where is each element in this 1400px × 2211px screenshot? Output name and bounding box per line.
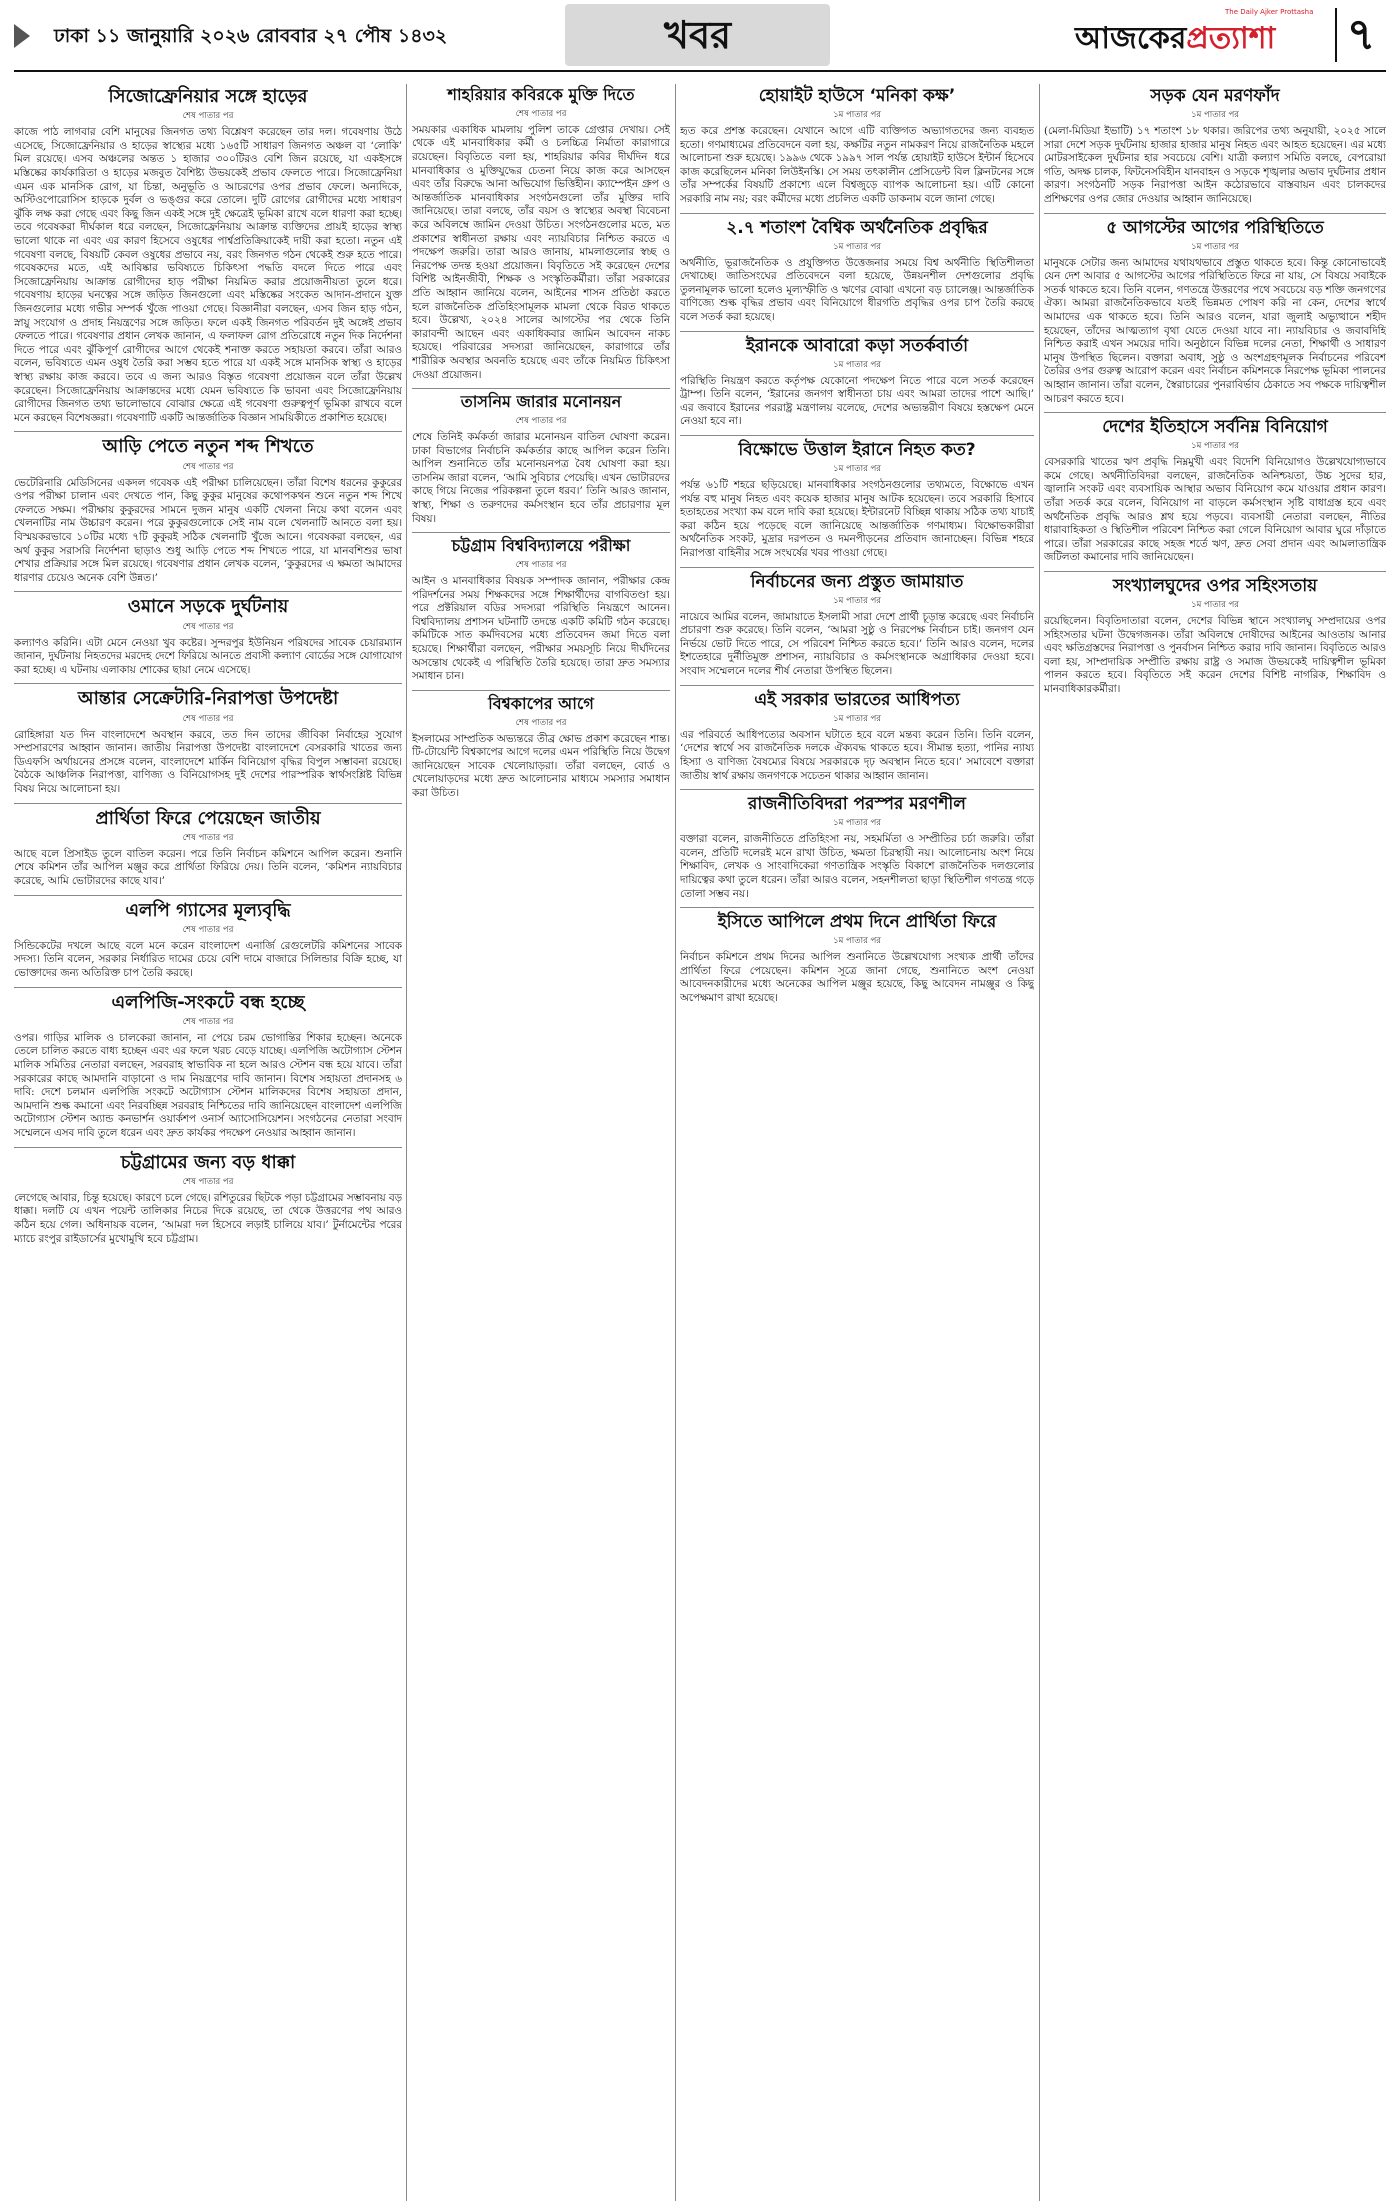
column-3 [680, 84, 1034, 2203]
story-body: হৃত করে প্রশস্ত করেছেন। যেখানে আগে এটি ব্যক্তিগত অভ্যাগতদের জন্য ব্যবহৃত হতো। গণমাধ্যমের প্রতিবেদনে বলা হয়, কক্ষটির নতুন নামকরণ নিয়ে রাজনৈতিক মহলে আলোচনা শুরু হয়েছে। ১৯৯৬ থেকে ১৯৯৭ সাল পর্যন্ত হোয়াইট হাউসে ইন্টার্ন হিসেবে কাজ করেছিলেন মনিকা লিউইনস্কি। সে সময় তৎকালীন প্রেসিডেন্ট বিল ক্লিনটনের সঙ্গে তাঁর সম্পর্কের বিষয়টি প্রকাশ্যে এলে বিশ্বজুড়ে ব্যাপক আলোচনা হয়। এটি কোনো সরকারি নাম নয়; বরং কর্মীদের মধ্যে প্রচলিত একটি ডাকনাম বলে জানা গেছে। [680, 125, 1034, 206]
story-dogs [14, 436, 402, 585]
continued-label: ১ম পাতার পর [833, 464, 881, 475]
story-whitehouse [680, 86, 1034, 207]
divider [14, 591, 402, 592]
continued-label: ১ম পাতার পর [833, 595, 881, 606]
story-body: লেগেছে আবার, চিন্তু হয়েছে। কারণে চলে গেছে। রশিতুরের ছিটকে পড়া চট্টগ্রামের সম্ভাবনায় বড় ধাক্কা। দলটি যে এখন পয়েন্ট তালিকার নিচের দিকে রয়েছে, তা থেকে উত্তরণের পথ আরও কঠিন হয়ে গেল। অধিনায়ক বলেন, ‘আমরা দল হিসেবে লড়াই চালিয়ে যাব।’ টুর্নামেন্টের পরের ম্যাচে রংপুর রাইডার্সের মুখোমুখি হবে চট্টগ্রাম। [14, 1191, 402, 1245]
story-body: নির্বাচন কমিশনে প্রথম দিনের আপিল শুনানিতে উল্লেখযোগ্য সংখ্যক প্রার্থী তাঁদের প্রার্থিতা ফিরে পেয়েছেন। কমিশন সূত্রে জানা গেছে, শুনানিতে অংশ নেওয়া আবেদনকারীদের মধ্যে অনেকের আপিল মঞ্জুর হয়েছে, কিছু আবেদন নামঞ্জুর ও কিছু অপেক্ষমাণ রাখা হয়েছে। [680, 951, 1034, 1004]
logo-part-1: আজকের [1075, 21, 1187, 56]
continued-label: শেষ পাতার পর [182, 111, 234, 122]
story-body: কাজে পাঠ লাগবার বেশি মানুষের জিনগত তথ্য বিশ্লেষণ করেছেন তার দল। গবেষণায় উঠে এসেছে, সিজোফ্রেনিয়ার ও হাড়ের স্বাস্থ্যের মধ্যে ১৬৫টি সাধারণ জিনগত অঞ্চল বা ‘লোকি’ মিল রয়েছে। এসব অঞ্চলের অন্তত ১ হাজার ৩০০টিরও বেশি জিন রয়েছে, যা একইসঙ্গে মস্তিষ্কের কার্যকারিতা ও হাড়ের মজবুত বৈশিষ্ট্য উভয়কেই প্রভাব ফেলতে পারে। সিজোফ্রেনিয়া এমন এক মানসিক রোগ, যা চিন্তা, অনুভূতি ও আচরণের ওপর প্রভাব ফেলে। অন্যদিকে, অস্টিওপোরোসিস হাড়কে দুর্বল ও ভঙ্গুর করে তোলে। দুটি রোগের রোগীদের মধ্যে সাধারণ ঝুঁকি লক্ষ করা গেছে এবং কিছু জিন একই সঙ্গে দুই ক্ষেত্রেই ভূমিকা রাখে বলে ধারণা করা হচ্ছে। তবে গবেষকরা দীর্ঘকাল ধরে বলছেন, সিজোফ্রেনিয়ায় আক্রান্ত ব্যক্তিদের প্রায়ই হাড়ের স্বাস্থ্য ভালো থাকে না এবং এর কারণ হিসেবে ওষুধের পার্শ্বপ্রতিক্রিয়াকেই দায়ী করা হতো। নতুন এই গবেষণা বলছে, বিষয়টি কেবল ওষুধের প্রভাবে নয়, বরং জিনগত গঠন থেকেই শুরু হতে পারে। গবেষকদের মতে, এই আবিষ্কার ভবিষ্যতে চিকিৎসা পদ্ধতি বদলে দিতে পারে এবং সিজোফ্রেনিয়ায় আক্রান্ত রোগীদের হাড় পরীক্ষা নিয়মিত করার প্রয়োজনীয়তা তুলে ধরে। গবেষণায় হাড়ের ঘনত্বের সঙ্গে জড়িত জিনগুলো এবং মস্তিষ্কের সংকেত আদান-প্রদানে যুক্ত জিনগুলোর মধ্যে গভীর সম্পর্ক খুঁজে পাওয়া গেছে। বিজ্ঞানীরা বলছেন, এসব জিন হাড় গঠন, স্নায়ু সংযোগ ও প্রদাহ নিয়ন্ত্রণের সঙ্গে জড়িত। ফলে একই জিনগত পরিবর্তন দুই অঙ্গেই প্রভাব ফেলতে পারে। গবেষণার প্রধান লেখক জানান, এ ফলাফল রোগ প্রতিরোধে নতুন দিক নির্দেশনা দিতে পারে এবং ঝুঁকিপূর্ণ রোগীদের আগে থেকেই শনাক্ত করতে সহায়তা করবে। তাঁরা আরও বলেন, ভবিষ্যতে এমন ওষুধ তৈরি করা সম্ভব হতে পারে যা একই সঙ্গে মানসিক স্বাস্থ্য ও হাড়ের স্বাস্থ্য রক্ষায় কাজ করবে। তবে এ জন্য আরও বিস্তৃত গবেষণা প্রয়োজন বলে তাঁরা উল্লেখ করেছেন। সিজোফ্রেনিয়ায় আক্রান্তদের মধ্যে যেমন ভবিষ্যতে কি ভাবনা এবং সিজোফ্রেনিয়ায় রোগীদের জিনগত তথ্য ভালোভাবে বোঝার ক্ষেত্রে এই গবেষণা গুরুত্বপূর্ণ ভূমিকা রাখবে বলে মনে করছেন বিশেষজ্ঞরা। গবেষণাটি একটি আন্তর্জাতিক বিজ্ঞান সাময়িকীতে প্রকাশিত হয়েছে। [14, 126, 402, 424]
headline: ইরানকে আবারো কড়া সতর্কবার্তা [746, 335, 968, 356]
continued-label: শেষ পাতার পর [182, 713, 234, 724]
story-body: ভেটেরিনারি মেডিসিনের একদল গবেষক এই পরীক্ষা চালিয়েছেন। তাঁরা বিশেষ ধরনের কুকুরের ওপর পরীক্ষা চালান এবং দেখতে পান, কিছু কুকুর মানুষের কথোপকথন শুনে নতুন শব্দ শিখে ফেলতে সক্ষম। পরীক্ষায় কুকুরদের সামনে দুজন মানুষ একটি খেলনা নিয়ে কথা বলেন এবং খেলনাটির নাম উচ্চারণ করেন। পরে কুকুরগুলোকে সেই নাম বলে খেলনাটি আনতে বলা হয়। বিস্ময়করভাবে ১০টির মধ্যে ৭টি কুকুরই সঠিক খেলনাটি খুঁজে আনে। গবেষকরা বলছেন, এর অর্থ কুকুর সরাসরি নির্দেশনা ছাড়াও শুধু আড়ি পেতে শব্দ শিখতে পারে, যা মানবশিশুর ভাষা শেখার প্রক্রিয়ার সঙ্গে মিল রয়েছে। গবেষণার প্রধান লেখক বলেন, ‘কুকুরদের এ ক্ষমতা আমাদের ধারণার চেয়েও অনেক বেশি উন্নত।’ [14, 476, 402, 584]
divider [14, 431, 402, 432]
story-worldcup [412, 695, 670, 801]
story-cu-exam [412, 537, 670, 684]
story-tasnim [412, 393, 670, 526]
story-politicians [680, 794, 1034, 901]
headline: ওমানে সড়কে দুর্ঘটনায় [127, 596, 289, 618]
column-divider [675, 84, 676, 2201]
headline: দেশের ইতিহাসে সর্বনিম্ন বিনিয়োগ [1102, 417, 1328, 438]
divider [680, 789, 1034, 790]
continued-label: শেষ পাতার পর [182, 461, 234, 472]
continued-label: শেষ পাতার পর [515, 560, 567, 571]
story-shahriar [412, 86, 670, 382]
story-lpg-price [14, 900, 402, 981]
story-advisor [14, 688, 402, 796]
headline: তাসনিম জারার মনোনয়ন [460, 392, 622, 412]
divider [680, 685, 1034, 686]
column-2 [412, 84, 670, 2203]
headline: বিশ্বকাপের আগে [488, 693, 594, 713]
headline: রাজনীতিবিদরা পরস্পর মরণশীল [748, 794, 966, 815]
divider [412, 532, 670, 533]
divider [680, 907, 1034, 908]
story-lpg-crisis [14, 992, 402, 1141]
story-chattogram [14, 1152, 402, 1247]
story-growth [680, 218, 1034, 325]
headline: সড়ক যেন মরণফাঁদ [1150, 86, 1280, 106]
headline: হোয়াইট হাউসে ‘মনিকা কক্ষ’ [758, 86, 956, 106]
story-august [1044, 218, 1386, 407]
continued-label: ১ম পাতার পর [1191, 600, 1239, 611]
headline: প্রার্থিতা ফিরে পেয়েছেন জাতীয় [95, 807, 321, 829]
continued-label: শেষ পাতার পর [515, 108, 567, 119]
continued-label: ১ম পাতার পর [833, 359, 881, 370]
story-body: বক্তারা বলেন, রাজনীতিতে প্রতিহিংসা নয়, সহমর্মিতা ও সম্প্রীতির চর্চা জরুরি। তাঁরা বলেন, প্রতিটি দলেরই মনে রাখা উচিত, ক্ষমতা চিরস্থায়ী নয়। আলোচনায় অংশ নিয়ে শিক্ষাবিদ, লেখক ও সাংবাদিকেরা গণতান্ত্রিক সংস্কৃতি বিকাশে রাজনৈতিক দলগুলোর দায়িত্বের কথা তুলে ধরেন। তাঁরা আরও বলেন, সহনশীলতা ছাড়া স্থিতিশীল গণতন্ত্র গড়ে তোলা সম্ভব নয়। [680, 833, 1034, 900]
story-body: নায়েবে আমির বলেন, জামায়াতে ইসলামী সারা দেশে প্রার্থী চূড়ান্ত করেছে এবং নির্বাচনি প্রচারণা শুরু করেছে। তিনি বলেন, ‘আমরা সুষ্ঠু ও নিরপেক্ষ নির্বাচন চাই। জনগণ যেন নির্ভয়ে ভোট দিতে পারে, সে পরিবেশ নিশ্চিত করতে হবে।’ তিনি আরও বলেন, দলের ইশতেহারে দুর্নীতিমুক্ত প্রশাসন, ন্যায়বিচার ও কর্মসংস্থানকে অগ্রাধিকার দেওয়া হবে। সংবাদ সম্মেলনে দলের শীর্ষ নেতারা উপস্থিত ছিলেন। [680, 610, 1034, 678]
story-body: আছে বলে প্রিসাইড তুলে বাতিল করেন। পরে তিনি নির্বাচন কমিশনে আপিল করেন। শুনানি শেষে কমিশন তাঁর আপিল মঞ্জুর করে প্রার্থিতা ফিরিয়ে দেয়। তিনি বলেন, ‘কমিশন ন্যায়বিচার করেছে, আমি ভোটারদের কাছে যাব।’ [14, 847, 402, 887]
headline: এলপি গ্যাসের মূল্যবৃদ্ধি [125, 899, 291, 921]
section-title: খবর [565, 4, 830, 66]
divider [680, 567, 1034, 568]
story-body: অর্থনীতি, ভূরাজনৈতিক ও প্রযুক্তিগত উত্তেজনার সময়ে বিশ্ব অর্থনীতি স্থিতিশীলতা দেখাচ্ছে। জাতিসংঘের প্রতিবেদনে বলা হয়েছে, উন্নয়নশীল দেশগুলোর প্রবৃদ্ধি তুলনামূলক ভালো হলেও মূল্যস্ফীতি ও ঋণের বোঝা এখনো বড় চ্যালেঞ্জ। আন্তর্জাতিক বাণিজ্যে শুল্ক বৃদ্ধির প্রভাব এবং বিনিয়োগে ধীরগতি প্রবৃদ্ধির ওপর চাপ তৈরি করছে বলে সতর্ক করা হয়েছে। [680, 256, 1034, 324]
column-divider [406, 84, 407, 2201]
story-body: রয়েছিলেন। বিবৃতিদাতারা বলেন, দেশের বিভিন্ন স্থানে সংখ্যালঘু সম্প্রদায়ের ওপর সহিংসতার ঘটনা উদ্বেগজনক। তাঁরা অবিলম্বে দোষীদের আইনের আওতায় আনার এবং ক্ষতিগ্রস্তদের নিরাপত্তা ও পুনর্বাসন নিশ্চিত করার দাবি জানান। বিবৃতিতে আরও বলা হয়, সাম্প্রদায়িক সম্প্রীতি রক্ষায় রাষ্ট্র ও সমাজ উভয়কেই দায়িত্বশীল ভূমিকা পালন করতে হবে। বিবৃতিতে সই করেন দেশের বিশিষ্ট নাগরিক, শিক্ষাবিদ ও মানবাধিকারকর্মীরা। [1044, 615, 1386, 695]
divider [1044, 213, 1386, 214]
story-candidacy [14, 808, 402, 889]
headline: সিজোফ্রেনিয়ার সঙ্গে হাড়ের [108, 86, 308, 107]
story-iran-unrest [680, 440, 1034, 561]
story-investment [1044, 417, 1386, 565]
continued-label: ১ম পাতার পর [833, 936, 881, 947]
continued-label: শেষ পাতার পর [182, 924, 234, 935]
divider [680, 435, 1034, 436]
story-body: সময়কার একাধিক মামলায় পুলিশ তাকে গ্রেপ্তার দেখায়। সেই থেকে এই মানবাধিকার কর্মী ও চলচ্চিত্র নির্মাতা কারাগারে রয়েছেন। বিবৃতিতে বলা হয়, শাহরিয়ার কবির দীর্ঘদিন ধরে মানবাধিকার ও মুক্তিযুদ্ধের চেতনা নিয়ে কাজ করে আসছেন এবং তাঁর বিরুদ্ধে আনা অভিযোগ ভিত্তিহীন। ক্যাম্পেইন গ্রুপ ও আন্তর্জাতিক মানবাধিকার সংগঠনগুলো তাঁর মুক্তির দাবি জানিয়েছে। তারা বলছে, তাঁর বয়স ও স্বাস্থ্যের অবস্থা বিবেচনা করে অবিলম্বে জামিন দেওয়া উচিত। সংগঠনগুলোর মতে, মত প্রকাশের স্বাধীনতা রক্ষায় এবং ন্যায়বিচার নিশ্চিত করতে এ পদক্ষেপ জরুরি। তারা আরও জানায়, মামলাগুলোর স্বচ্ছ ও নিরপেক্ষ তদন্ত হওয়া প্রয়োজন। বিবৃতিতে সই করেছেন দেশের বিশিষ্ট আইনজীবী, শিক্ষক ও সংস্কৃতিকর্মীরা। তাঁরা সরকারের প্রতি আহ্বান জানিয়ে বলেন, আইনের শাসন প্রতিষ্ঠা করতে হলে রাজনৈতিক প্রতিহিংসামূলক মামলা থেকে বিরত থাকতে হবে। উল্লেখ্য, ২০২৪ সালের আগস্টের পর থেকে তিনি কারাবন্দী আছেন এবং একাধিকবার জামিন আবেদন নাকচ হয়েছে। পরিবারের সদস্যরা জানিয়েছেন, কারাগারে তাঁর শারীরিক অবস্থার অবনতি হয়েছে এবং তাঁকে নিয়মিত চিকিৎসা দেওয়া প্রয়োজন। [412, 123, 670, 381]
headline: ২.৭ শতাংশ বৈশ্বিক অর্থনৈতিক প্রবৃদ্ধির [726, 217, 988, 238]
continued-label: ১ম পাতার পর [833, 241, 881, 252]
headline: বিক্ষোভে উত্তাল ইরানে নিহত কত? [738, 440, 976, 461]
headline: শাহরিয়ার কবিরকে মুক্তি দিতে [447, 85, 635, 104]
triangle-icon [14, 24, 30, 48]
logo-tagline: The Daily Ajker Prottasha [1225, 8, 1314, 16]
date-line: ঢাকা ১১ জানুয়ারি ২০২৬ রোববার ২৭ পৌষ ১৪৩২ [54, 25, 448, 47]
continued-label: ১ম পাতার পর [833, 818, 881, 829]
story-ec-appeal [680, 912, 1034, 1005]
story-body: কল্যাণও করিনি। এটা মেনে নেওয়া খুব কষ্টের। সুন্দরপুর ইউনিয়ন পরিষদের সাবেক চেয়ারম্যান জানান, দুর্ঘটনায় নিহতদের মরদেহ দেশে ফিরিয়ে আনতে প্রবাসী কল্যাণ বোর্ডের সঙ্গে যোগাযোগ করা হচ্ছে। এ ঘটনায় এলাকায় শোকের ছায়া নেমে এসেছে। [14, 636, 402, 676]
story-dominance [680, 690, 1034, 783]
logo-part-2: প্রত্যাশা [1186, 21, 1276, 56]
divider [14, 803, 402, 804]
column-1 [14, 84, 402, 2203]
story-schizophrenia [14, 86, 402, 425]
story-body: (মেলা-মিডিয়া ইভাটি) ১৭ শতাংশ ১৮ থকার। জরিপের তথ্য অনুযায়ী, ২০২৫ সালে সারা দেশে সড়ক দুর্ঘটনায় হাজার হাজার মানুষ নিহত এবং আহত হয়েছেন। এর মধ্যে মোটরসাইকেল দুর্ঘটনার হার সবচেয়ে বেশি। যাত্রী কল্যাণ সমিতি বলছে, বেপরোয়া গতি, অদক্ষ চালক, ফিটনেসবিহীন যানবাহন ও সড়কে শৃঙ্খলার অভাব দুর্ঘটনার প্রধান কারণ। সংগঠনটি সড়ক নিরাপত্তা আইন কঠোরভাবে বাস্তবায়ন এবং চালকদের প্রশিক্ষণের ওপর জোর দেওয়ার আহ্বান জানিয়েছে। [1044, 125, 1386, 206]
divider [680, 331, 1034, 332]
divider [1044, 571, 1386, 572]
story-road [1044, 86, 1386, 207]
headline: এলপিজি-সংকটে বন্ধ হচ্ছে [111, 991, 305, 1013]
divider [412, 388, 670, 389]
story-body: পরিস্থিতি নিয়ন্ত্রণ করতে কর্তৃপক্ষ যেকোনো পদক্ষেপ নিতে পারে বলে সতর্ক করেছেন ট্রাম্প। তিনি বলেন, ‘ইরানের জনগণ স্বাধীনতা চায় এবং আমরা তাদের পাশে আছি।’ এর জবাবে ইরানের পররাষ্ট্র মন্ত্রণালয় বলেছে, দেশের অভ্যন্তরীণ বিষয়ে হস্তক্ষেপ মেনে নেওয়া হবে না। [680, 374, 1034, 428]
divider [412, 690, 670, 691]
divider [680, 213, 1034, 214]
story-body: ইসলামের সাম্প্রতিক অভ্যন্তরে তীব্র ক্ষোভ প্রকাশ করেছেন শান্ত। টি-টোয়েন্টি বিশ্বকাপের আগে দলের এমন পরিস্থিতি নিয়ে উদ্বেগ জানিয়েছেন সাবেক খেলোয়াড়রা। তাঁরা বলছেন, বোর্ড ও খেলোয়াড়দের মধ্যে দ্রুত আলোচনার মাধ্যমে সমস্যার সমাধান করা উচিত। [412, 732, 670, 800]
headline: সংখ্যালঘুদের ওপর সহিংসতায় [1112, 575, 1318, 596]
continued-label: শেষ পাতার পর [515, 717, 567, 728]
continued-label: শেষ পাতার পর [182, 1176, 234, 1187]
headline: ইসিতে আপিলে প্রথম দিনে প্রার্থিতা ফিরে [717, 912, 997, 933]
story-body: ওপর। গাড়ির মালিক ও চালকেরা জানান, না পেয়ে চরম ভোগান্তির শিকার হচ্ছেন। অনেকে তেলে চালিত করতে বাধ্য হচ্ছেন এবং এর ফলে খরচ বেড়ে যাচ্ছে। এলপিজি অটোগ্যাস স্টেশন মালিক সমিতির নেতারা বলছেন, সরবরাহ স্বাভাবিক না হলে আরও স্টেশন বন্ধ হয়ে যাবে। তাঁরা সরকারের কাছে আমদানি বাড়ানো ও দাম নিয়ন্ত্রণের দাবি জানান। বিশেষ সহায়তা প্রদানসহ ৬ দাবি: দেশে চলমান এলপিজি সংকটে অটোগ্যাস স্টেশন মালিকদের বিশেষ সহায়তা প্রদান, আমদানি শুল্ক কমানো এবং নিরবচ্ছিন্ন সরবরাহ নিশ্চিতের দাবি জানিয়েছেন বাংলাদেশ এলপিজি অটোগ্যাস স্টেশন অ্যান্ড কনভার্শন ওয়ার্কশপ ওনার্স অ্যাসোসিয়েশন। সংগঠনের নেতারা সংবাদ সম্মেলনে এসব দাবি তুলে ধরেন এবং দ্রুত কার্যকর পদক্ষেপ নেওয়ার আহ্বান জানান। [14, 1031, 402, 1139]
continued-label: ১ম পাতার পর [1191, 110, 1239, 121]
continued-label: শেষ পাতার পর [515, 416, 567, 427]
story-iran-warning [680, 336, 1034, 429]
story-body: বেসরকারি খাতের ঋণ প্রবৃদ্ধি নিম্নমুখী এবং বিদেশি বিনিয়োগও উল্লেখযোগ্যভাবে কমে গেছে। অর্থনীতিবিদরা বলছেন, রাজনৈতিক অনিশ্চয়তা, উচ্চ সুদের হার, জ্বালানি সংকট এবং ব্যবসায়িক আস্থার অভাব বিনিয়োগ কমে যাওয়ার প্রধান কারণ। তাঁরা সতর্ক করে বলেন, বিনিয়োগ না বাড়লে কর্মসংস্থান সৃষ্টি বাধাগ্রস্ত হবে এবং অর্থনৈতিক প্রবৃদ্ধি আরও শ্লথ হয়ে পড়বে। ব্যবসায়ী নেতারা বলছেন, নীতির ধারাবাহিকতা ও স্থিতিশীল পরিবেশ নিশ্চিত করা গেলে বিনিয়োগ আবার ঘুরে দাঁড়াতে পারে। তাঁরা সরকারের কাছে সহজ শর্তে ঋণ, দ্রুত সেবা প্রদান এবং আমলাতান্ত্রিক জটিলতা কমানোর দাবি জানিয়েছেন। [1044, 456, 1386, 564]
newspaper-logo [1075, 8, 1314, 58]
divider [1044, 412, 1386, 413]
headline: চট্টগ্রামের জন্য বড় ধাক্কা [120, 1151, 296, 1173]
headline: ৫ আগস্টের আগের পরিস্থিতিতে [1106, 217, 1324, 238]
divider [14, 683, 402, 684]
continued-label: শেষ পাতার পর [182, 832, 234, 843]
column-4 [1044, 84, 1386, 2203]
continued-label: ১ম পাতার পর [833, 713, 881, 724]
column-divider [1039, 84, 1040, 2201]
story-jamaat [680, 572, 1034, 679]
story-oman [14, 596, 402, 677]
story-body: আইন ও মানবাধিকার বিষয়ক সম্পাদক জানান, পরীক্ষার কেন্দ্র পরিদর্শনের সময় শিক্ষকদের সঙ্গে শিক্ষার্থীদের বাগবিতণ্ডা হয়। পরে প্রক্টরিয়াল বডির সদস্যরা পরিস্থিতি নিয়ন্ত্রণে আনেন। বিশ্ববিদ্যালয় প্রশাসন ঘটনাটি তদন্তে একটি কমিটি গঠন করেছে। কমিটিকে সাত কর্মদিবসের মধ্যে প্রতিবেদন জমা দিতে বলা হয়েছে। শিক্ষার্থীরা বলছেন, পরীক্ষার সময়সূচি নিয়ে দীর্ঘদিনের অসন্তোষ থেকেই এ পরিস্থিতি তৈরি হয়েছে। তারা দ্রুত সমস্যার সমাধান চান। [412, 575, 670, 683]
divider [14, 1147, 402, 1148]
masthead [0, 0, 1400, 78]
story-body: পর্যন্ত ৬১টি শহরে ছড়িয়েছে। মানবাধিকার সংগঠনগুলোর তথ্যমতে, বিক্ষোভে এখন পর্যন্ত বহু মানুষ নিহত এবং কয়েক হাজার মানুষ আটক হয়েছেন। তবে সরকারি হিসাবে হতাহতের সংখ্যা কম বলে দাবি করা হয়েছে। ইন্টারনেট বিচ্ছিন্ন থাকায় সঠিক তথ্য যাচাই করা কঠিন হয়ে পড়েছে বলে জানিয়েছে আন্তর্জাতিক গণমাধ্যম। বিক্ষোভকারীরা অর্থনৈতিক সংকট, মুদ্রার দরপতন ও দমনপীড়নের প্রতিবাদ জানাচ্ছেন। বিভিন্ন শহরে নিরাপত্তা বাহিনীর সঙ্গে সংঘর্ষের খবর পাওয়া গেছে। [680, 479, 1034, 560]
headline: চট্টগ্রাম বিশ্ববিদ্যালয়ে পরীক্ষা [451, 536, 631, 556]
headline: এই সরকার ভারতের আধিপত্য [754, 689, 960, 710]
page-number: ৭ [1335, 8, 1385, 62]
date-strip [14, 14, 448, 54]
continued-label: ১ম পাতার পর [1191, 241, 1239, 252]
headline: আন্তার সেক্রেটারি-নিরাপত্তা উপদেষ্টা [77, 688, 339, 710]
headline: আড়ি পেতে নতুন শব্দ শিখতে [102, 436, 314, 458]
continued-label: ১ম পাতার পর [1191, 441, 1239, 452]
story-body: সিন্ডিকেটের দখলে আছে বলে মনে করেন বাংলাদেশ এনার্জি রেগুলেটরি কমিশনের সাবেক সদস্য। তিনি বলেন, সরকার নির্ধারিত দামের চেয়ে বেশি দামে বাজারে সিলিন্ডার বিক্রি হচ্ছে, যা ভোক্তাদের জন্য অতিরিক্ত চাপ তৈরি করছে। [14, 939, 402, 979]
headline: নির্বাচনের জন্য প্রস্তুত জামায়াত [750, 571, 964, 592]
story-body: এর পরিবর্তে আধিপত্যের অবসান ঘটাতে হবে বলে মন্তব্য করেন তিনি। তিনি বলেন, ‘দেশের স্বার্থে সব রাজনৈতিক দলকে ঐক্যবদ্ধ থাকতে হবে। সীমান্ত হত্যা, পানির ন্যায্য হিস্যা ও বাণিজ্য বৈষম্যের বিষয়ে সরকারকে দৃঢ় অবস্থান নিতে হবে।’ সমাবেশে বক্তারা জাতীয় স্বার্থ রক্ষায় জনগণকে সচেতন থাকার আহ্বান জানান। [680, 728, 1034, 782]
story-body: শেষে তিনিই কর্মকর্তা জারার মনোনয়ন বাতিল ঘোষণা করেন। ঢাকা বিভাগের নির্বাচনি কর্মকর্তার কাছে আপিল করেন তিনি। আপিল শুনানিতে তাঁর মনোনয়নপত্র বৈধ ঘোষণা করা হয়। তাসনিম জারা বলেন, ‘আমি সুবিচার পেয়েছি। এখন ভোটারদের কাছে গিয়ে নিজের পরিকল্পনা তুলে ধরব।’ তিনি আরও জানান, স্বাস্থ্য, শিক্ষা ও তরুণদের কর্মসংস্থান হবে তাঁর প্রচারণার মূল বিষয়। [412, 431, 670, 525]
masthead-rule [14, 70, 1386, 72]
continued-label: ১ম পাতার পর [833, 110, 881, 121]
story-body: রোহিঙ্গারা যত দিন বাংলাদেশে অবস্থান করবে, তত দিন তাদের জীবিকা নির্বাহের সুযোগ সম্প্রসারণের আহ্বান জানান। জাতীয় নিরাপত্তা উপদেষ্টা বাংলাদেশে বেসরকারি খাতের জন্য ডিএফসি অর্থায়নের প্রসঙ্গে বলেন, বাংলাদেশে মার্কিন বিনিয়োগ বৃদ্ধির বিপুল সম্ভাবনা রয়েছে। বৈঠকে আঞ্চলিক নিরাপত্তা, বাণিজ্য ও বিনিয়োগসহ দুই দেশের পারস্পরিক স্বার্থসংশ্লিষ্ট বিভিন্ন বিষয় নিয়ে আলোচনা হয়। [14, 728, 402, 795]
story-body: মানুষকে সেটার জন্য আমাদের যথাযথভাবে প্রস্তুত থাকতে হবে। কিন্তু কোনোভাবেই যেন দেশ আবার ৫ আগস্টের আগের পরিস্থিতিতে ফিরে না যায়, সে বিষয়ে সবাইকে সতর্ক থাকতে হবে। তিনি বলেন, গণতন্ত্রে উত্তরণের পথে সবচেয়ে বড় শক্তি জনগণের ঐক্য। আমরা রাজনৈতিকভাবে যতই ভিন্নমত পোষণ করি না কেন, দেশের স্বার্থে আমাদের এক থাকতে হবে। তিনি আরও বলেন, যারা জুলাই অভ্যুত্থানে শহীদ হয়েছেন, তাঁদের আত্মত্যাগ বৃথা যেতে দেওয়া যাবে না। ন্যায়বিচার ও জবাবদিহি নিশ্চিত করাই এখন সময়ের দাবি। অনুষ্ঠানে বিভিন্ন দলের নেতা, শিক্ষার্থী ও সাধারণ মানুষ উপস্থিত ছিলেন। বক্তারা অবাধ, সুষ্ঠু ও অংশগ্রহণমূলক নির্বাচনের পরিবেশ তৈরির ওপর গুরুত্ব আরোপ করেন এবং নির্বাচন কমিশনকে নিরপেক্ষ ভূমিকা পালনের আহ্বান জানান। তাঁরা বলেন, স্বৈরাচারের পুনরাবির্ভাব ঠেকাতে সব পক্ষকে দায়িত্বশীল আচরণ করতে হবে। [1044, 256, 1386, 405]
continued-label: শেষ পাতার পর [182, 1016, 234, 1027]
story-minority [1044, 576, 1386, 697]
divider [14, 895, 402, 896]
continued-label: শেষ পাতার পর [182, 621, 234, 632]
divider [14, 987, 402, 988]
